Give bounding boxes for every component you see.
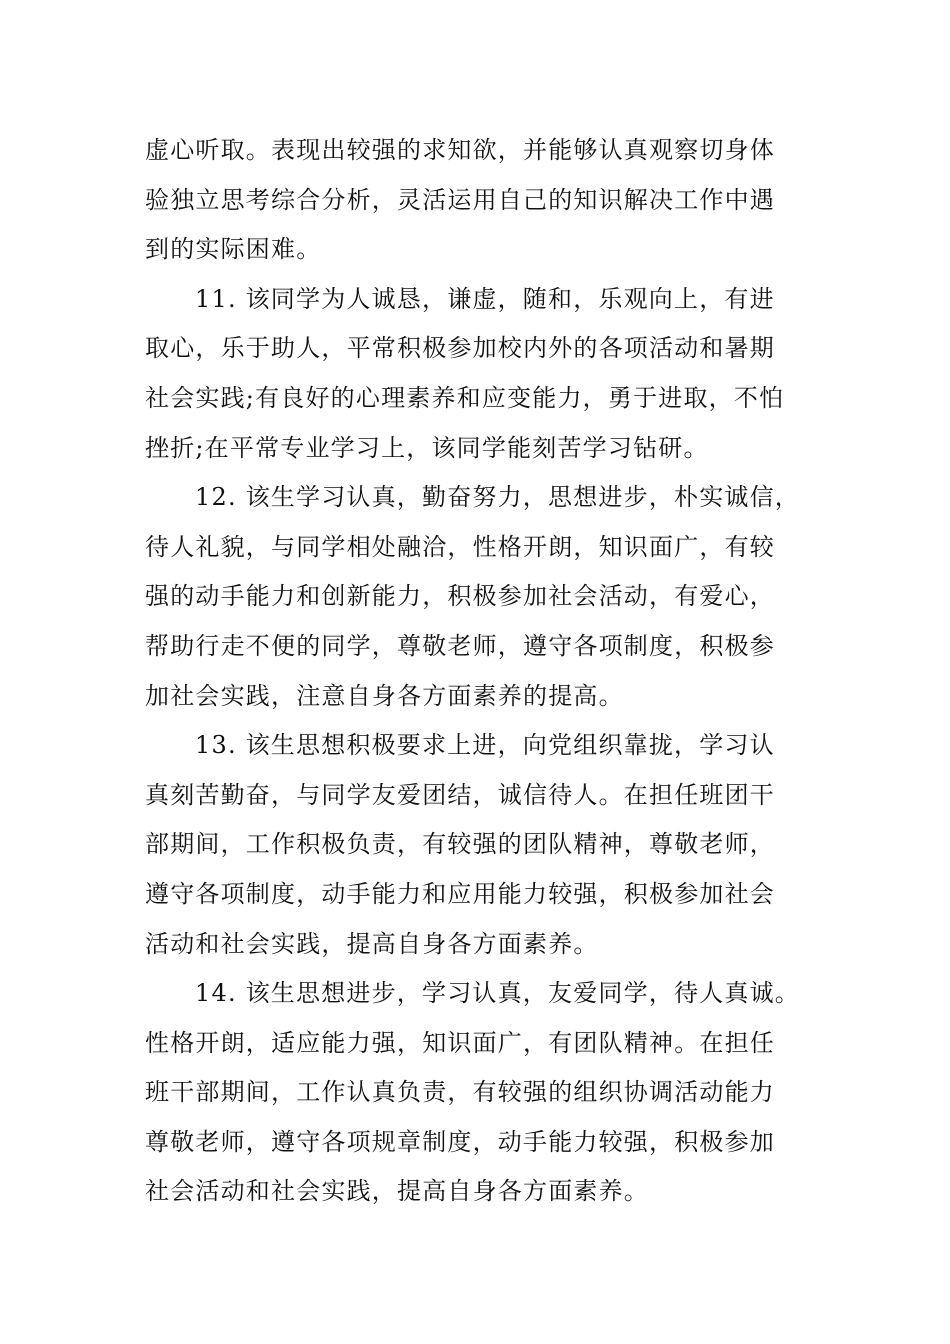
- text-line: 帮助行走不便的同学，尊敬老师，遵守各项制度，积极参: [145, 631, 775, 660]
- text-line: 待人礼貌，与同学相处融洽，性格开朗，知识面广，有较: [145, 532, 775, 561]
- text-line: 验独立思考综合分析，灵活运用自己的知识解决工作中遇: [145, 185, 775, 214]
- paragraph-13-start: 13. 该生思想积极要求上进，向党组织靠拢，学习认: [195, 731, 775, 760]
- text-line: 活动和社会实践，提高自身各方面素养。: [145, 929, 599, 958]
- paragraph-11-start: 11. 该同学为人诚恳，谦虚，随和，乐观向上，有进: [195, 284, 775, 313]
- text-line: 班干部期间，工作认真负责，有较强的组织协调活动能力: [145, 1078, 775, 1107]
- text-line: 加社会实践，注意自身各方面素养的提高。: [145, 681, 624, 710]
- text-line: 部期间，工作积极负责，有较强的团队精神，尊敬老师，: [145, 830, 775, 859]
- text-line: 到的实际困难。: [145, 235, 322, 264]
- text-line: 挫折;在平常专业学习上，该同学能刻苦学习钻研。: [145, 433, 709, 462]
- text-line: 社会活动和社会实践，提高自身各方面素养。: [145, 1177, 649, 1206]
- text-line: 强的动手能力和创新能力，积极参加社会活动，有爱心，: [145, 582, 775, 611]
- text-line: 尊敬老师，遵守各项规章制度，动手能力较强，积极参加: [145, 1127, 775, 1156]
- text-line: 性格开朗，适应能力强，知识面广，有团队精神。在担任: [145, 1028, 775, 1057]
- paragraph-12-start: 12. 该生学习认真，勤奋努力，思想进步，朴实诚信，: [195, 483, 800, 512]
- text-line: 遵守各项制度，动手能力和应用能力较强，积极参加社会: [145, 879, 775, 908]
- text-line: 取心，乐于助人，平常积极参加校内外的各项活动和暑期: [145, 334, 775, 363]
- document-body: [145, 126, 845, 1217]
- paragraph-14-start: 14. 该生思想进步，学习认真，友爱同学，待人真诚。: [195, 979, 800, 1008]
- text-line: 虚心听取。表现出较强的求知欲，并能够认真观察切身体: [145, 136, 775, 164]
- text-line: 真刻苦勤奋，与同学友爱团结，诚信待人。在担任班团干: [145, 780, 775, 809]
- text-line: 社会实践;有良好的心理素养和应变能力，勇于进取，不怕: [145, 383, 785, 412]
